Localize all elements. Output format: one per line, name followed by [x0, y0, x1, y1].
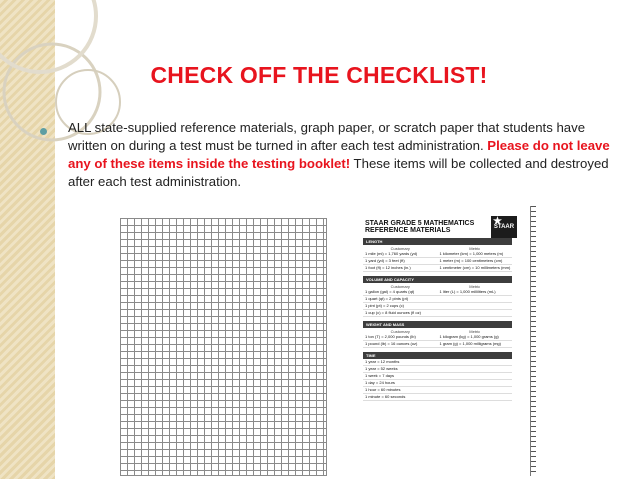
reference-cell: 1 ton (T) = 2,000 pounds (lb) [365, 334, 416, 339]
reference-column-header: Metric [469, 329, 481, 334]
graph-paper-image [120, 218, 327, 476]
reference-row [363, 258, 512, 265]
slide-title: CHECK OFF THE CHECKLIST! [150, 62, 488, 88]
reference-cell: 1 year = 52 weeks [365, 366, 398, 371]
staar-logo-text: STAAR [493, 224, 515, 230]
reference-section-heading: WEIGHT AND MASS [363, 321, 512, 328]
reference-cell [438, 394, 513, 400]
reference-cell [438, 387, 513, 393]
reference-cell: 1 cup (c) = 8 fluid ounces (fl oz) [365, 310, 421, 315]
reference-section-heading: VOLUME AND CAPACITY [363, 276, 512, 283]
reference-title [365, 220, 474, 234]
body-text-part1: ALL state-supplied reference materials, graph paper, or scratch paper that students have written on during a test must be turned in after each test administration. [68, 120, 586, 153]
reference-cell: 1 meter (m) = 100 centimeters (cm) [439, 258, 503, 263]
reference-column-header: Customary [390, 284, 410, 289]
reference-row [363, 387, 512, 394]
reference-cell [438, 380, 513, 386]
reference-cell: 1 kilometer (km) = 1,000 meters (m) [439, 251, 504, 256]
reference-cell: 1 centimeter (cm) = 10 millimeters (mm) [439, 265, 511, 270]
reference-row [363, 341, 512, 348]
reference-row [363, 394, 512, 401]
reference-cell: 1 foot (ft) = 12 inches (in.) [365, 265, 411, 270]
reference-section-heading: LENGTH [363, 238, 512, 245]
reference-cell: 1 pound (lb) = 16 ounces (oz) [365, 341, 418, 346]
reference-row [363, 359, 512, 366]
reference-cell [438, 296, 513, 302]
slide-body-text [68, 119, 613, 191]
reference-row [363, 289, 512, 296]
reference-materials-image [345, 210, 520, 477]
reference-cell: 1 week = 7 days [365, 373, 395, 378]
reference-section [363, 321, 512, 348]
star-icon: ★ [493, 216, 502, 227]
reference-cell [438, 310, 513, 316]
reference-title-line1: STAAR GRADE 5 MATHEMATICS [365, 220, 475, 227]
reference-cell: 1 pint (pt) = 2 cups (c) [365, 303, 405, 308]
reference-cell [438, 359, 513, 365]
reference-column-header: Customary [390, 246, 410, 251]
reference-row [363, 296, 512, 303]
reference-cell: 1 liter (L) = 1,000 milliliters (mL) [439, 289, 496, 294]
reference-cell: 1 gram (g) = 1,000 milligrams (mg) [439, 341, 501, 346]
reference-title-line2: REFERENCE MATERIALS [365, 227, 451, 234]
ruler-image [530, 206, 545, 476]
reference-row [363, 265, 512, 272]
reference-cell: 1 yard (yd) = 3 feet (ft) [365, 258, 405, 263]
reference-section-heading: TIME [363, 352, 512, 359]
reference-row [363, 380, 512, 387]
reference-cell: 1 hour = 60 minutes [365, 387, 401, 392]
reference-section [363, 352, 512, 401]
reference-cell: 1 quart (qt) = 2 pints (pt) [365, 296, 409, 301]
reference-cell: 1 year = 12 months [365, 359, 400, 364]
reference-row [363, 334, 512, 341]
body-text-part2: These items will be collected and destroyed after each test administration. [68, 156, 609, 189]
reference-cell: 1 gallon (gal) = 4 quarts (qt) [365, 289, 415, 294]
reference-row [363, 366, 512, 373]
body-text-emphasis: Please do not leave any of these items inside the testing booklet! [68, 138, 610, 171]
reference-cell: 1 mile (mi) = 1,760 yards (yd) [365, 251, 418, 256]
bullet-icon [40, 128, 47, 135]
reference-column-header: Metric [469, 246, 481, 251]
reference-row [363, 310, 512, 317]
reference-column-header: Customary [390, 329, 410, 334]
reference-cell [438, 366, 513, 372]
reference-sections [345, 238, 520, 401]
reference-section [363, 276, 512, 317]
staar-logo [491, 216, 517, 238]
reference-row [363, 373, 512, 380]
reference-row [363, 251, 512, 258]
reference-column-header: Metric [469, 284, 481, 289]
reference-cell [438, 373, 513, 379]
reference-cell: 1 day = 24 hours [365, 380, 395, 385]
reference-cell: 1 minute = 60 seconds [365, 394, 406, 399]
reference-cell: 1 kilogram (kg) = 1,000 grams (g) [439, 334, 499, 339]
reference-section [363, 238, 512, 272]
reference-cell [438, 303, 513, 309]
reference-row [363, 303, 512, 310]
